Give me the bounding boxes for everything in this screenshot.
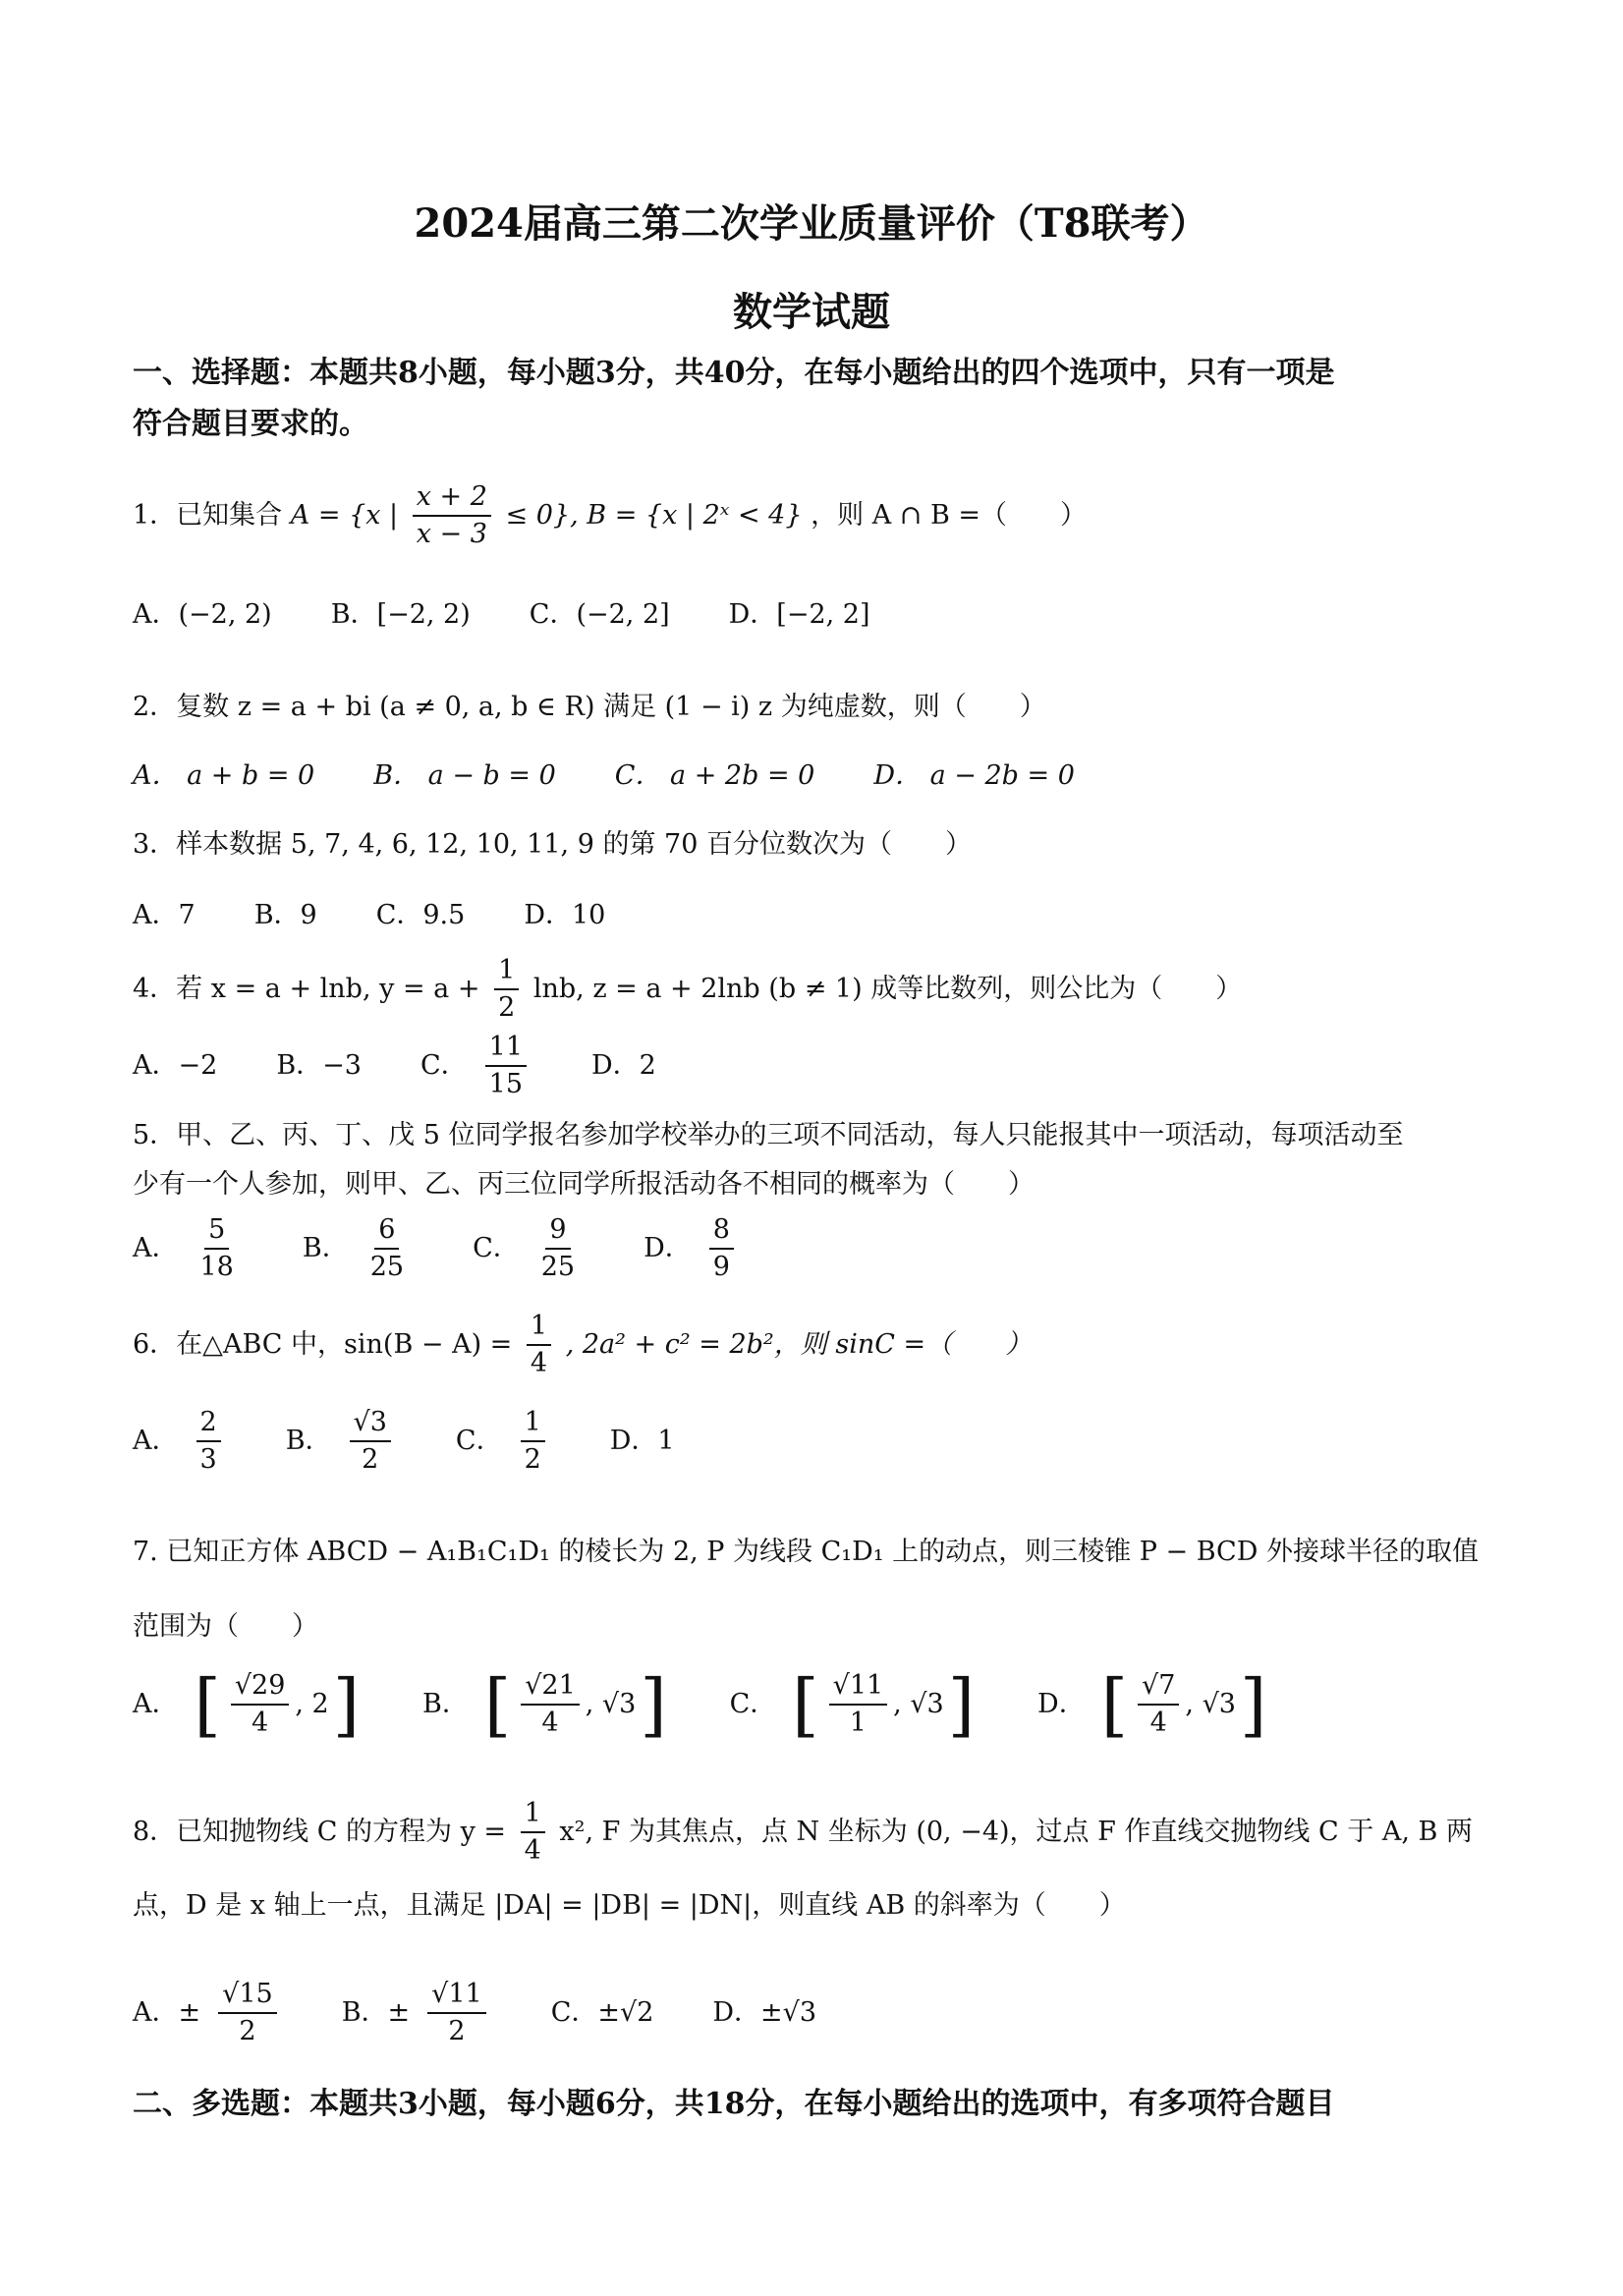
question-4-stem: 4．若 x = a + lnb, y = a + $\frac{1}{2}$ lnb, z = a + 2lnb (b ≠ 1) 成等比数列，则公比为（ ） bbox=[133, 955, 1243, 1024]
question-7-options bbox=[133, 1664, 1508, 1746]
question-1-options bbox=[133, 599, 1508, 631]
question-3-options bbox=[133, 900, 1508, 931]
option-d: D．±√3 bbox=[712, 1997, 817, 2029]
option-d: D． a − 2b = 0 bbox=[873, 760, 1075, 791]
option-b: B． $\frac{6}{25}$ bbox=[302, 1214, 405, 1283]
option-a: A． a + b = 0 bbox=[133, 760, 315, 791]
option-c: C．(−2, 2] bbox=[529, 599, 670, 630]
question-2-stem: 2．复数 z = a + bi (a ≠ 0, a, b ∈ R) 满足 (1 − i) z 为纯虚数，则（ ） bbox=[133, 692, 1046, 722]
option-c: C． $\frac{11}{15}$ bbox=[420, 1032, 532, 1101]
option-c: C．9.5 bbox=[375, 900, 466, 930]
option-d: D． [ $\frac{√7}{4}$ , √3 ] bbox=[1037, 1664, 1267, 1746]
question-7-stem-line2: 范围为（ ） bbox=[133, 1611, 318, 1642]
option-b: B．−3 bbox=[276, 1050, 362, 1082]
question-7-stem-line1: 7. 已知正方体 ABCD − A₁B₁C₁D₁ 的棱长为 2, P 为线段 C₁D₁ 上的动点，则三棱锥 P − BCD 外接球半径的取值 bbox=[133, 1537, 1479, 1567]
option-d: D．[−2, 2] bbox=[728, 599, 870, 630]
option-c: C． a + 2b = 0 bbox=[614, 760, 815, 791]
question-6-options bbox=[133, 1407, 1508, 1477]
option-b: B．[−2, 2) bbox=[330, 599, 471, 630]
question-2-options bbox=[133, 760, 1508, 792]
option-c: C．±√2 bbox=[550, 1997, 654, 2029]
option-c: C． $\frac{1}{2}$ bbox=[456, 1407, 551, 1477]
option-b: B．± $\frac{√11}{2}$ bbox=[342, 1979, 492, 2048]
option-a: A．7 bbox=[133, 900, 196, 930]
question-5-options bbox=[133, 1214, 1508, 1284]
option-a: A．(−2, 2) bbox=[133, 599, 272, 630]
option-b: B． [ $\frac{√21}{4}$ , √3 ] bbox=[422, 1664, 667, 1746]
q8-fraction: $\frac{1}{4}$ bbox=[521, 1798, 545, 1868]
option-d: D．10 bbox=[524, 900, 606, 930]
option-d: D．2 bbox=[591, 1050, 656, 1082]
question-8-stem-line2: 点，D 是 x 轴上一点，且满足 |DA| = |DB| = |DN|，则直线 AB 的斜率为（ ） bbox=[133, 1890, 1126, 1921]
question-5-stem-line1: 5．甲、乙、丙、丁、戊 5 位同学报名参加学校举办的三项不同活动，每人只能报其中一项活动，每项活动至 bbox=[133, 1120, 1404, 1150]
option-c: C． $\frac{9}{25}$ bbox=[473, 1214, 576, 1283]
question-5-stem-line2: 少有一个人参加，则甲、乙、丙三位同学所报活动各不相同的概率为（ ） bbox=[133, 1169, 1035, 1200]
option-a: A． $\frac{2}{3}$ bbox=[133, 1407, 227, 1477]
section2-heading: 二、多选题：本题共3小题，每小题6分，共18分，在每小题给出的选项中，有多项符合题目 bbox=[133, 2087, 1335, 2121]
question-1-stem: 1．已知集合 A = {x | $\frac{x + 2}{x - 3}$ ≤ 0}, B = {x | 2ˣ < 4} ，则 A ∩ B =（ ） bbox=[133, 481, 1088, 550]
q6-fraction: $\frac{1}{4}$ bbox=[527, 1311, 551, 1380]
option-d: D． $\frac{8}{9}$ bbox=[644, 1214, 740, 1284]
option-d: D．1 bbox=[609, 1426, 675, 1457]
option-b: B． a − b = 0 bbox=[373, 760, 556, 791]
option-b: B． $\frac{√3}{2}$ bbox=[286, 1407, 397, 1477]
option-a: A． [ $\frac{√29}{4}$ , 2 ] bbox=[133, 1664, 361, 1746]
question-6-stem: 6．在△ABC 中，sin(B − A) = $\frac{1}{4}$ , 2a² + c² = 2b²，则 sinC =（ ） bbox=[133, 1311, 1033, 1379]
option-a: A．± $\frac{√15}{2}$ bbox=[133, 1979, 283, 2048]
exam-title: 2024届高三第二次学业质量评价（T8联考） bbox=[414, 200, 1209, 247]
question-8-stem-line1: 8．已知抛物线 C 的方程为 y = $\frac{1}{4}$ x², F 为其焦点，点 N 坐标为 (0, −4)，过点 F 作直线交抛物线 C 于 A, B 两 bbox=[133, 1798, 1473, 1867]
section1-heading-line1: 一、选择题：本题共8小题，每小题3分，共40分，在每小题给出的四个选项中，只有一项是 bbox=[133, 356, 1335, 390]
section1-heading-line2: 符合题目要求的。 bbox=[133, 407, 368, 441]
exam-subtitle: 数学试题 bbox=[733, 289, 890, 335]
option-a: A． $\frac{5}{18}$ bbox=[133, 1214, 234, 1283]
question-3-stem: 3．样本数据 5, 7, 4, 6, 12, 10, 11, 9 的第 70 百分位数次为（ ） bbox=[133, 829, 972, 860]
question-8-options bbox=[133, 1979, 1508, 2048]
question-4-options bbox=[133, 1032, 1508, 1101]
option-c: C． [ $\frac{√11}{1}$ , √3 ] bbox=[729, 1664, 976, 1746]
q1-fraction: $\frac{x + 2}{x - 3}$ bbox=[413, 481, 491, 551]
option-a: A．−2 bbox=[133, 1050, 218, 1082]
option-b: B．9 bbox=[253, 900, 317, 930]
q4-fraction: $\frac{1}{2}$ bbox=[494, 955, 519, 1025]
